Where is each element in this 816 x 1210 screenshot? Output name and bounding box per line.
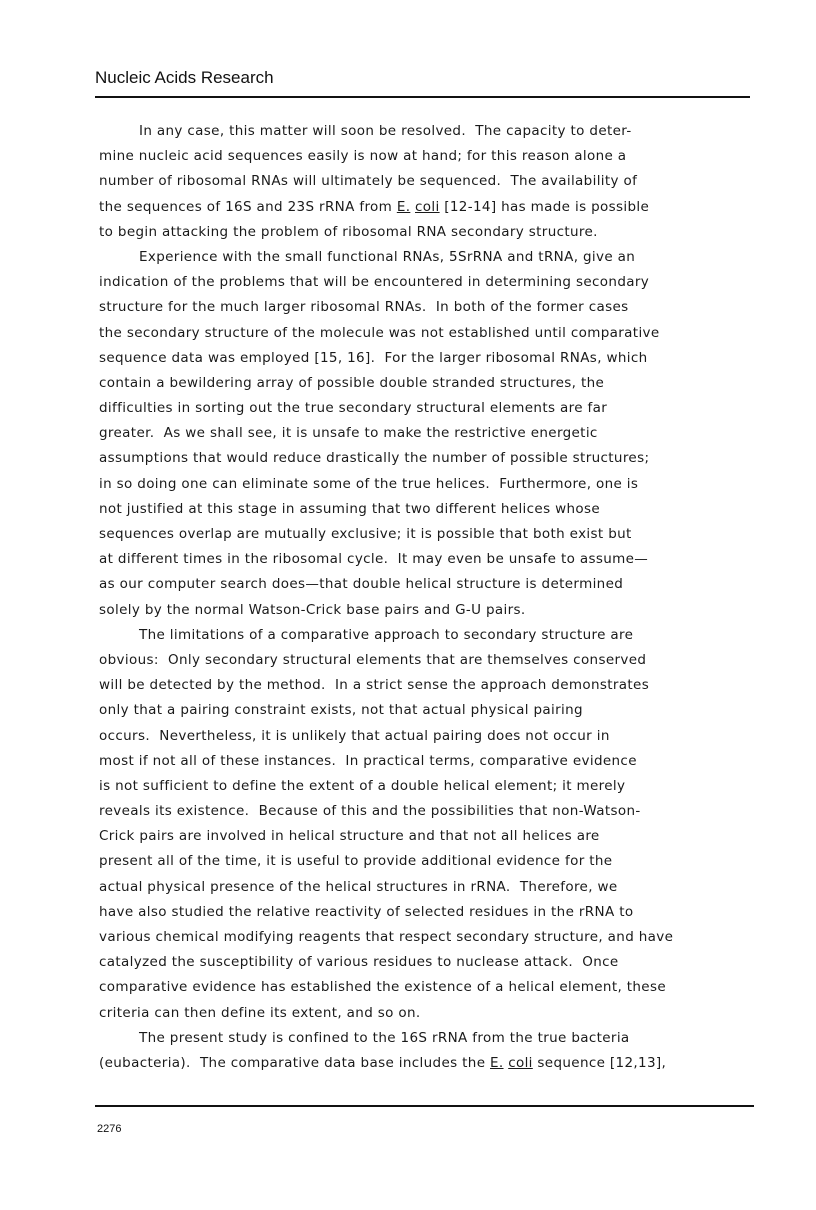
text-line: assumptions that would reduce drastically the number of possible structures; (99, 450, 650, 467)
text-line: obvious: Only secondary structural elements that are themselves conserved (99, 651, 647, 668)
text-segment: (eubacteria). The comparative data base includes the (99, 1054, 490, 1071)
text-line: structure for the much larger ribosomal RNAs. In both of the former cases (99, 299, 629, 316)
species-name: E. (396, 198, 411, 215)
text-line (99, 195, 759, 220)
text-line: at different times in the ribosomal cycle. It may even be unsafe to assume— (99, 551, 649, 568)
text-line: The present study is confined to the 16S rRNA from the true bacteria (139, 1029, 630, 1046)
species-name: E. (490, 1054, 504, 1071)
text-line: catalyzed the susceptibility of various residues to nuclease attack. Once (99, 954, 619, 971)
header-rule (95, 96, 750, 98)
footer-rule (95, 1105, 754, 1107)
text-line: only that a pairing constraint exists, not that actual physical pairing (99, 702, 583, 719)
text-line: present all of the time, it is useful to provide additional evidence for the (99, 853, 613, 870)
journal-title: Nucleic Acids Research (95, 68, 274, 87)
text-line: mine nucleic acid sequences easily is now at hand; for this reason alone a (99, 148, 627, 165)
text-segment: sequence [12,13], (532, 1054, 667, 1071)
text-line: difficulties in sorting out the true secondary structural elements are far (99, 400, 608, 417)
species-name: coli (415, 198, 440, 215)
text-line: various chemical modifying reagents that respect secondary structure, and have (99, 929, 674, 945)
page-number: 2276 (97, 1123, 122, 1135)
text-line: the secondary structure of the molecule was not established until comparative (99, 324, 660, 341)
text-line: is not sufficient to define the extent of a double helical element; it merely (99, 777, 626, 794)
text-line: criteria can then define its extent, and so on. (99, 1004, 421, 1021)
text-line: number of ribosomal RNAs will ultimately be sequenced. The availability of (99, 173, 638, 190)
body-text (99, 119, 759, 1076)
text-line: occurs. Nevertheless, it is unlikely that actual pairing does not occur in (99, 727, 610, 744)
text-line: sequences overlap are mutually exclusive; it is possible that both exist but (99, 526, 632, 542)
text-line: indication of the problems that will be encountered in determining secondary (99, 274, 650, 291)
text-line: will be detected by the method. In a strict sense the approach demonstrates (99, 677, 650, 694)
text-segment: the sequences of 16S and 23S rRNA from (99, 198, 397, 215)
text-line (99, 1051, 759, 1076)
text-line: most if not all of these instances. In practical terms, comparative evidence (99, 752, 637, 769)
text-line: In any case, this matter will soon be resolved. The capacity to deter- (139, 123, 632, 139)
text-line: in so doing one can eliminate some of the true helices. Furthermore, one is (99, 475, 639, 492)
text-line: The limitations of a comparative approach to secondary structure are (139, 626, 634, 643)
text-line: Experience with the small functional RNAs, 5SrRNA and tRNA, give an (139, 248, 636, 265)
text-line: actual physical presence of the helical structures in rRNA. Therefore, we (99, 878, 618, 895)
text-line: sequence data was employed [15, 16]. For the larger ribosomal RNAs, which (99, 349, 648, 366)
text-line: Crick pairs are involved in helical structure and that not all helices are (99, 828, 600, 845)
text-line: to begin attacking the problem of ribosomal RNA secondary structure. (99, 223, 598, 240)
text-line: comparative evidence has established the existence of a helical element, these (99, 979, 666, 996)
text-segment: [12-14] has made is possible (439, 198, 650, 215)
text-line: contain a bewildering array of possible double stranded structures, the (99, 374, 605, 391)
text-line: greater. As we shall see, it is unsafe to make the restrictive energetic (99, 425, 598, 442)
species-name: coli (508, 1054, 533, 1071)
text-line: as our computer search does—that double helical structure is determined (99, 576, 624, 593)
text-line: have also studied the relative reactivity of selected residues in the rRNA to (99, 903, 634, 920)
text-line: reveals its existence. Because of this and the possibilities that non-Watson- (99, 803, 641, 820)
text-line: solely by the normal Watson-Crick base pairs and G-U pairs. (99, 601, 526, 618)
text-line: not justified at this stage in assuming that two different helices whose (99, 500, 601, 517)
